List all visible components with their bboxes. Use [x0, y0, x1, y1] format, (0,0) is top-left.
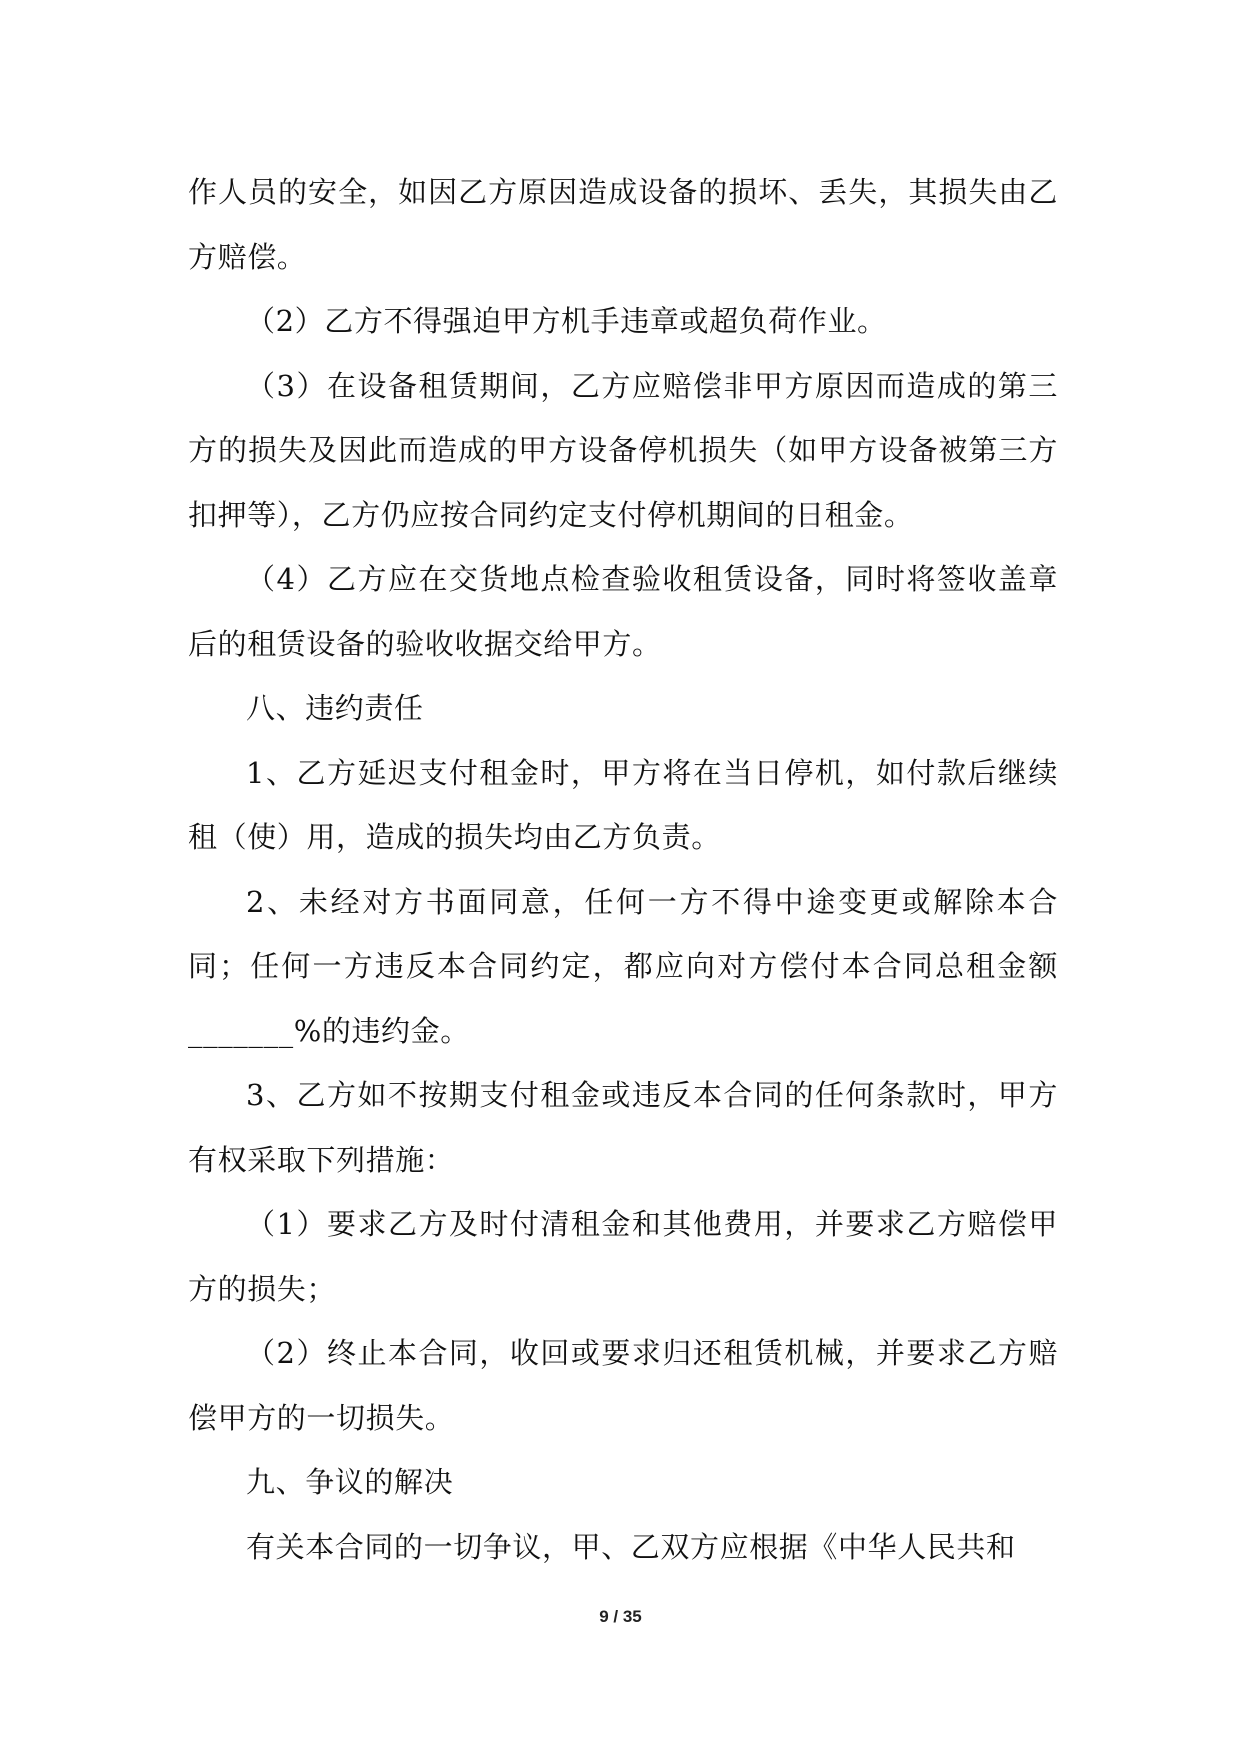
- paragraph-clause-2: （2）乙方不得强迫甲方机手违章或超负荷作业。: [246, 304, 887, 338]
- section-heading-breach: 八、违约责任: [246, 691, 424, 725]
- paragraph-clause-4: （4）乙方应在交货地点检查验收租赁设备，同时将签收盖章后的租赁设备的验收收据交给甲方。: [188, 562, 1058, 661]
- paragraph-continuation: 作人员的安全，如因乙方原因造成设备的损坏、丢失，其损失由乙方赔偿。: [188, 175, 1058, 274]
- paragraph-breach-3: 3、乙方如不按期支付租金或违反本合同的任何条款时，甲方有权采取下列措施：: [188, 1078, 1058, 1177]
- page-number: 9 / 35: [599, 1607, 642, 1626]
- section-heading-dispute: 九、争议的解决: [246, 1465, 454, 1499]
- contract-text-body: [188, 160, 1058, 1579]
- paragraph-breach-2: 2、未经对方书面同意，任何一方不得中途变更或解除本合同；任何一方违反本合同约定，都应向对方偿付本合同总租金额_______%的违约金。: [188, 884, 1058, 1048]
- paragraph-measure-1: （1）要求乙方及时付清租金和其他费用，并要求乙方赔偿甲方的损失；: [188, 1207, 1058, 1306]
- paragraph-breach-1: 1、乙方延迟支付租金时，甲方将在当日停机，如付款后继续租（使）用，造成的损失均由乙方负责。: [188, 755, 1058, 854]
- paragraph-dispute: 有关本合同的一切争议，甲、乙双方应根据《中华人民共和: [246, 1529, 1016, 1564]
- paragraph-clause-3: （3）在设备租赁期间，乙方应赔偿非甲方原因而造成的第三方的损失及因此而造成的甲方设备停机损失（如甲方设备被第三方扣押等），乙方仍应按合同约定支付停机期间的日租金。: [188, 368, 1058, 532]
- paragraph-measure-2: （2）终止本合同，收回或要求归还租赁机械，并要求乙方赔偿甲方的一切损失。: [188, 1336, 1058, 1435]
